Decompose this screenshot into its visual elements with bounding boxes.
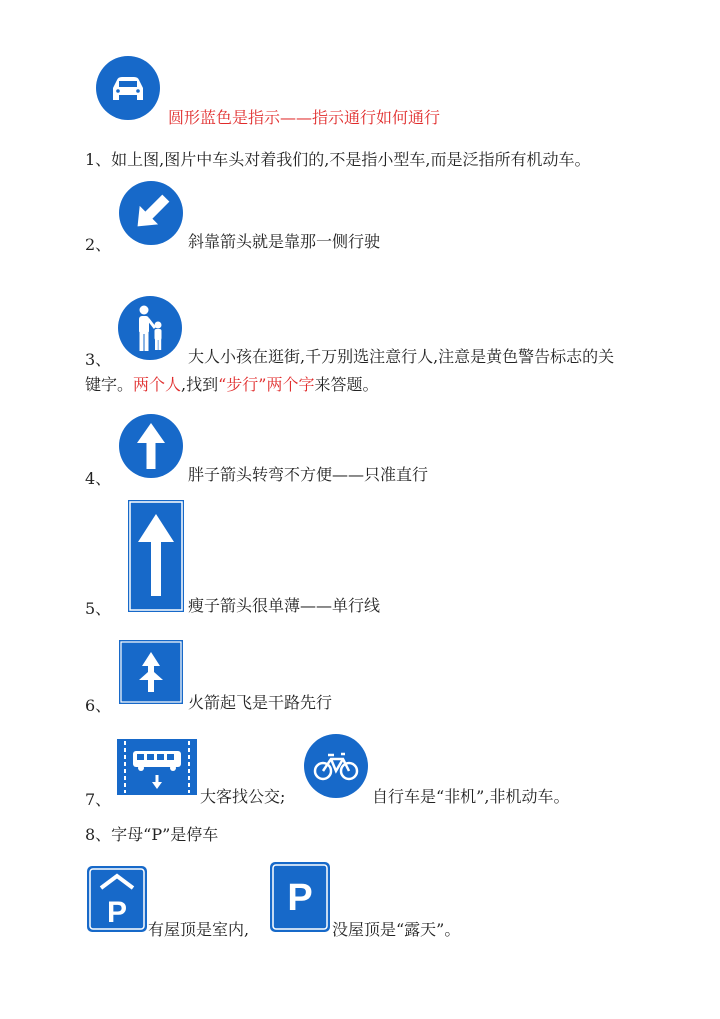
item-4-text: 胖子箭头转弯不方便——只准直行 [188,465,429,484]
item-2-number: 2、 [85,235,112,254]
keep-right-arrow-sign-icon [118,180,184,246]
parking-outdoor-text: 没屋顶是“露天”。 [332,920,461,939]
straight-ahead-sign-icon [118,413,184,479]
bus-lane-sign-icon [117,739,197,795]
parking-letter: P [287,877,313,919]
item-5-text: 瘦子箭头很单薄——单行线 [188,596,381,615]
header-caption: 圆形蓝色是指示——指示通行如何通行 [168,108,441,127]
car-sign-icon [95,55,161,121]
parking-indoor-text: 有屋顶是室内, [148,920,250,939]
item-7-bus-text: 大客找公交; [200,787,286,806]
pedestrian-sign-icon [117,295,183,361]
priority-road-sign-icon [119,640,183,704]
one-way-sign-icon [128,500,184,612]
item-8-text: 8、字母“P”是停车 [85,825,219,844]
item-4-number: 4、 [85,469,112,488]
bicycle-sign-icon [303,733,369,799]
item-1-text: 1、如上图,图片中车头对着我们的,不是指小型车,而是泛指所有机动车。 [85,150,591,169]
item-3-line-2: 键字。两个人,找到“步行”两个字来答题。 [85,375,379,394]
indoor-parking-sign-icon [87,866,147,932]
indoor-parking-letter: P [106,896,128,929]
item-5-number: 5、 [85,599,112,618]
item-3-number: 3、 [85,350,112,369]
parking-sign-icon [270,862,330,932]
item-3-line-1: 大人小孩在逛街,千万别选注意行人,注意是黄色警告标志的关 [188,347,615,366]
item-6-number: 6、 [85,696,112,715]
item-2-text: 斜靠箭头就是靠那一侧行驶 [188,232,381,251]
item-6-text: 火箭起飞是干路先行 [188,693,333,712]
item-7-number: 7、 [85,790,112,809]
item-7-bike-text: 自行车是“非机”,非机动车。 [372,787,570,806]
